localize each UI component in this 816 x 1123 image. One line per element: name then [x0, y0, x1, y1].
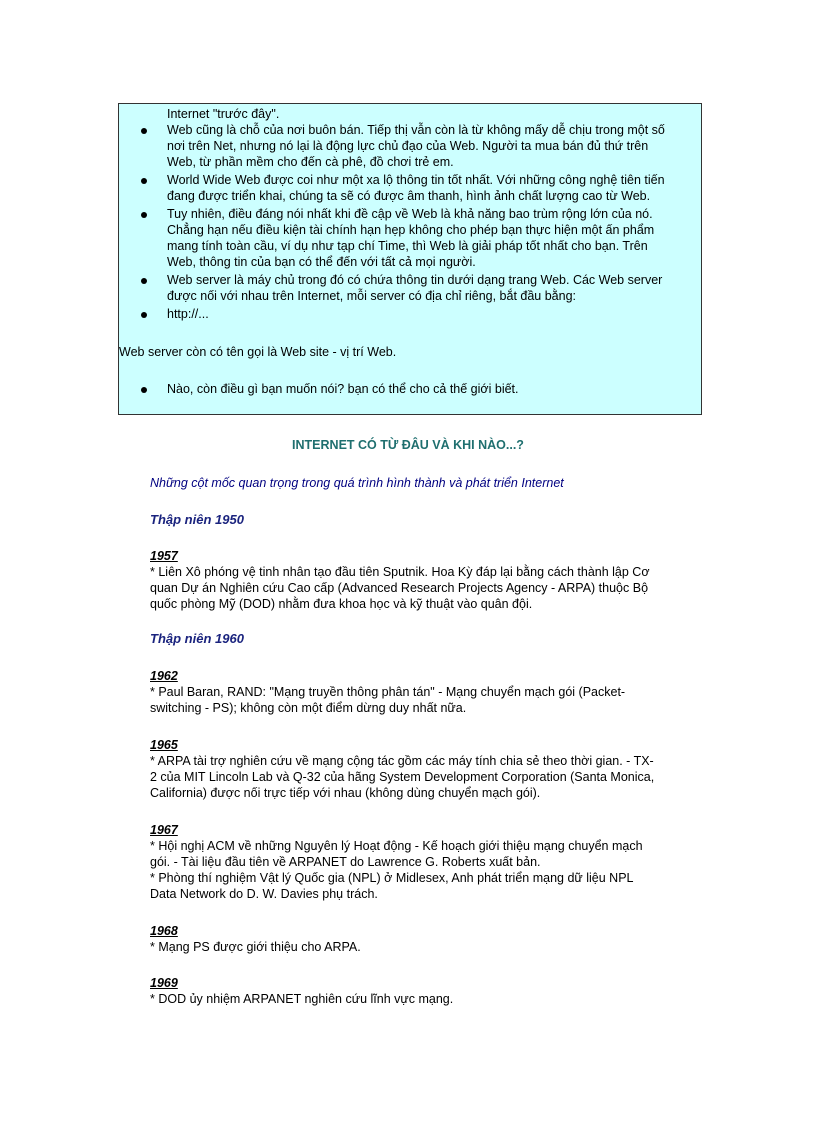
- bullet-line: http://...: [167, 307, 209, 321]
- timeline-entry-1962: [150, 668, 695, 716]
- entry-line: 2 của MIT Lincoln Lab và Q-32 của hãng System Development Corporation (Santa Monica,: [150, 770, 655, 784]
- entry-line: quốc phòng Mỹ (DOD) nhằm đưa khoa học và kỹ thuật vào quân đội.: [150, 597, 533, 611]
- bullet-line: đang được triển khai, chúng ta sẽ có được âm thanh, hình ảnh chất lượng cao từ Web.: [167, 189, 651, 203]
- bullet-item: [167, 272, 701, 304]
- entry-line: * Mạng PS được giới thiệu cho ARPA.: [150, 940, 361, 954]
- bullet-dot-icon: [141, 278, 147, 284]
- entry-line: quan Dự án Nghiên cứu Cao cấp (Advanced Research Projects Agency - ARPA) thuộc Bộ: [150, 581, 649, 595]
- bullet-item: [167, 306, 701, 322]
- entry-year: 1962: [150, 669, 178, 683]
- timeline-entry-1965: [150, 737, 695, 801]
- entry-line: * DOD ủy nhiệm ARPANET nghiên cứu lĩnh vực mạng.: [150, 992, 454, 1006]
- entry-line: Data Network do D. W. Davies phụ trách.: [150, 887, 378, 901]
- entry-year: 1967: [150, 823, 178, 837]
- info-box-content: [167, 106, 701, 324]
- timeline-entry-1968: [150, 923, 695, 955]
- bullet-line: Nào, còn điều gì bạn muốn nói? bạn có thể cho cả thế giới biết.: [167, 382, 519, 396]
- section-subtitle: Những cột mốc quan trọng trong quá trình hình thành và phát triển Internet: [150, 476, 564, 490]
- info-box: [118, 103, 702, 415]
- bullet-line: nơi trên Net, nhưng nó lại là động lực chủ đạo của Web. Người ta mua bán đủ thứ trên: [167, 139, 649, 153]
- entry-line: switching - PS); không còn một điểm dừng duy nhất nữa.: [150, 701, 467, 715]
- decade-heading-1950: Thập niên 1950: [150, 512, 244, 527]
- bullet-item: [167, 122, 701, 170]
- bullet-line: mang tính toàn cầu, ví dụ như tạp chí Time, thì Web là giải pháp tốt nhất cho bạn. Trên: [167, 239, 648, 253]
- bullet-dot-icon: [141, 128, 147, 134]
- timeline-entry-1969: [150, 975, 695, 1007]
- entry-line: * Paul Baran, RAND: "Mạng truyền thông phân tán" - Mạng chuyển mạch gói (Packet-: [150, 685, 626, 699]
- entry-year: 1969: [150, 976, 178, 990]
- bullet-line: được nối với nhau trên Internet, mỗi server có địa chỉ riêng, bắt đầu bằng:: [167, 289, 577, 303]
- box-first-line: Internet "trước đây".: [167, 107, 280, 121]
- bullet-line: Tuy nhiên, điều đáng nói nhất khi đề cập về Web là khả năng bao trùm rộng lớn của nó.: [167, 207, 653, 221]
- bullet-item: [167, 172, 701, 204]
- decade-heading-1960: Thập niên 1960: [150, 631, 244, 646]
- entry-year: 1957: [150, 549, 178, 563]
- entry-year: 1965: [150, 738, 178, 752]
- entry-line: * ARPA tài trợ nghiên cứu về mạng cộng tác gồm các máy tính chia sẻ theo thời gian. - TX-: [150, 754, 654, 768]
- bullet-dot-icon: [141, 387, 147, 393]
- bullet-line: Chẳng hạn nếu điều kiện tài chính hạn hẹp không cho phép bạn thực hiện một ấn phẩm: [167, 223, 655, 237]
- entry-line: * Hội nghị ACM về những Nguyên lý Hoạt động - Kế hoạch giới thiệu mạng chuyển mạch: [150, 839, 643, 853]
- bullet-line: Web, thông tin của bạn có thể đến với tất cả mọi người.: [167, 255, 476, 269]
- bullet-item: [167, 381, 701, 397]
- bullet-line: Web server là máy chủ trong đó có chứa thông tin dưới dạng trang Web. Các Web server: [167, 273, 663, 287]
- box-plain-line: Web server còn có tên gọi là Web site - vị trí Web.: [119, 345, 397, 359]
- timeline-entry-1967: [150, 822, 695, 902]
- bullet-item: [167, 206, 701, 270]
- timeline-entry-1957: [150, 548, 695, 612]
- entry-line: gói. - Tài liệu đầu tiên về ARPANET do Lawrence G. Roberts xuất bản.: [150, 855, 541, 869]
- entry-line: * Phòng thí nghiệm Vật lý Quốc gia (NPL) ở Midlesex, Anh phát triển mạng dữ liệu NPL: [150, 871, 634, 885]
- bullet-line: Web, từ phần mềm cho đến cà phê, đồ chơi trẻ em.: [167, 155, 454, 169]
- entry-line: California) được nối trực tiếp với nhau (không dùng chuyển mạch gói).: [150, 786, 541, 800]
- entry-year: 1968: [150, 924, 178, 938]
- bullet-line: Web cũng là chỗ của nơi buôn bán. Tiếp thị vẫn còn là từ không mấy dễ chịu trong một số: [167, 123, 665, 137]
- section-heading: INTERNET CÓ TỪ ĐÂU VÀ KHI NÀO...?: [292, 438, 524, 452]
- bullet-dot-icon: [141, 178, 147, 184]
- entry-line: * Liên Xô phóng vệ tinh nhân tạo đầu tiên Sputnik. Hoa Kỳ đáp lại bằng cách thành lập Cơ: [150, 565, 650, 579]
- bullet-dot-icon: [141, 312, 147, 318]
- bullet-dot-icon: [141, 212, 147, 218]
- bullet-line: World Wide Web được coi như một xa lộ thông tin tốt nhất. Với những công nghệ tiên tiến: [167, 173, 665, 187]
